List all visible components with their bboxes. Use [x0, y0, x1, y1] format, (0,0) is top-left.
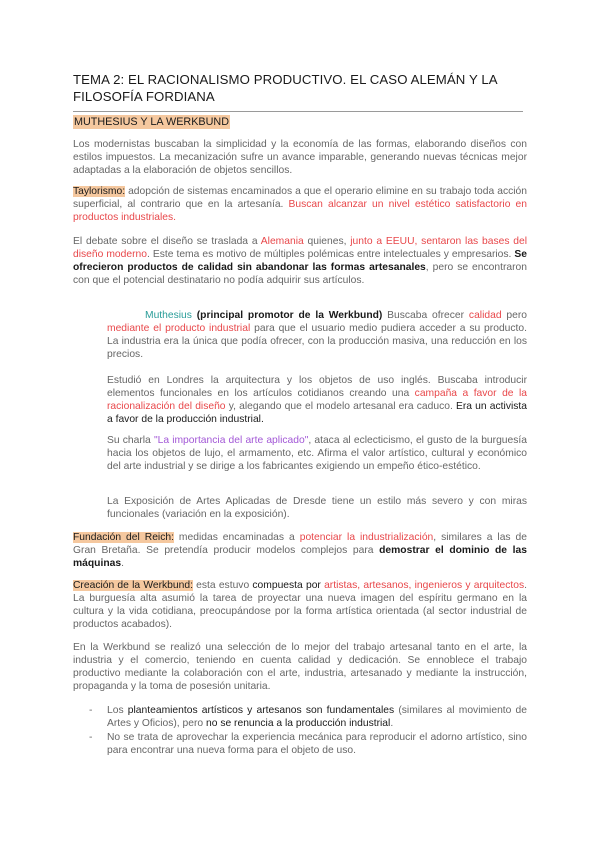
item1-text-a: Los — [107, 705, 128, 716]
werkbund-red: artistas, artesanos, ingenieros y arquitectos — [320, 580, 525, 591]
muthesius-name: Muthesius — [145, 310, 192, 321]
londres-dark: Era un activista a favor de la producción industrial. — [107, 400, 527, 425]
taylorismo-highlight: Buscan alcanzar un nivel estético satisfactorio en productos industriales. — [73, 198, 527, 223]
paragraph-charla — [107, 435, 527, 474]
muthesius-text-c: para que el usuario medio pudiera acceder a su producto. La industria era la única que podía ofrecer, con la producción masiva, una reducción en los precios. — [107, 322, 527, 360]
paragraph-debate — [73, 236, 527, 288]
title-divider — [73, 111, 523, 112]
muthesius-role: (principal promotor de la Werkbund) — [191, 310, 383, 321]
reich-bold: demostrar el dominio de las máquinas — [73, 544, 527, 569]
term-werkbund: Creación de la Werkbund: — [73, 580, 193, 591]
werkbund-text-a: esta estuvo — [192, 580, 253, 591]
reich-text-a: medidas encaminadas a — [173, 532, 300, 543]
muthesius-red-producto: mediante el producto industrial — [107, 322, 251, 334]
list-item — [89, 732, 527, 758]
item2-text: No se trata de aprovechar la experiencia mecánica para reproducir el adorno artístico, sino para encontrar una nueva forma para el objeto de uso. — [107, 731, 527, 756]
dash-marker: - — [89, 731, 93, 743]
debate-text-a: El debate sobre el diseño se traslada a — [73, 236, 261, 247]
list-item — [89, 705, 527, 731]
term-taylorismo: Taylorismo: — [73, 186, 126, 197]
paragraph-werkbund — [73, 580, 527, 632]
item1-text-b: (similares al movimiento de Artes y Oficios), pero — [107, 705, 528, 729]
werkbund-text-b: . La burguesía alta asumió la tarea de proyectar una nueva imagen del espíritu germano en la cultura y la vida cotidiana, preocupándose por la forma artística orientada (al sector industrial de productos acabados). — [73, 580, 527, 630]
paragraph-londres — [107, 375, 527, 427]
charla-title: "La importancia del arte aplicado" — [153, 435, 309, 446]
muthesius-text-a: Buscaba ofrecer — [382, 310, 469, 321]
reich-red: potenciar la industrialización — [299, 532, 434, 543]
debate-text-d: , pero se encontraron con que el potencial destinatario no podía adquirir sus artículos. — [73, 261, 527, 286]
paragraph-taylorismo — [73, 186, 527, 225]
reich-text-b: , similares a las de Gran Bretaña. Se pretendía producir modelos complejos para — [73, 532, 527, 556]
paragraph-dresde: La Exposición de Artes Aplicadas de Dresde tiene un estilo más severo y con miras funcionales (variación en la exposición). — [107, 496, 527, 520]
charla-text-b: , ataca al eclecticismo, el gusto de la burguesía hacia los objetos de lujo, el armamento, etc. Afirma el valor artístico, cultural y económico del arte industrial y se dirige a los fabricantes exigiendo un empeño ético-estético. — [107, 435, 527, 472]
werkbund-dark: compuesta por — [252, 580, 321, 591]
paragraph-modernistas: Los modernistas buscaban la simplicidad y la economía de las formas, elaborando diseños con estilos impuestos. La mecanización sufre un avance imparable, generando nuevas técnicas mejor adaptadas a la elaboración de objetos sencillos. — [73, 139, 527, 176]
page-title: TEMA 2: EL RACIONALISMO PRODUCTIVO. EL CASO ALEMÁN Y LA FILOSOFÍA FORDIANA — [73, 72, 497, 104]
debate-bold: Se ofrecieron productos de calidad sin abandonar las formas artesanales — [73, 248, 528, 273]
paragraph-muthesius — [107, 310, 527, 362]
paragraph-seleccion: En la Werkbund se realizó una selección de lo mejor del trabajo artesanal tanto en el arte, la industria y el comercio, teniendo en cuenta calidad y dedicación. Se ennoblece el trabajo productivo mediante la colaboración con el arte, industria, artesanado y mediante la instrucción, propaganda y la toma de posesión unitaria. — [73, 642, 527, 692]
section-heading: MUTHESIUS Y LA WERKBUND — [74, 116, 229, 128]
dash-marker: - — [89, 705, 93, 716]
debate-text-b: quienes, — [303, 236, 351, 247]
paragraph-reich — [73, 532, 527, 571]
item1-dark-2: no se renuncia a la producción industrial — [206, 717, 391, 729]
taylorismo-text: adopción de sistemas encaminados a que el operario elimine en su trabajo toda acción superficial, al contrario que en la artesanía. — [73, 186, 527, 210]
muthesius-text-b: pero — [501, 310, 527, 321]
item1-dark: planteamientos artísticos y artesanos son fundamentales — [127, 705, 395, 716]
bullet-list — [89, 705, 527, 759]
londres-text-a: Estudió en Londres la arquitectura y los objetos de uso inglés. Buscaba introducir elementos funcionales en los artículos cotidianos creando una — [107, 375, 527, 399]
debate-red-eeuu: junto a EEUU, sentaron las bases del diseño moderno — [73, 236, 528, 260]
londres-text-b: y, alegando que el modelo artesanal era caduco. — [225, 400, 456, 412]
term-reich: Fundación del Reich: — [73, 532, 174, 543]
debate-text-c: . Este tema es motivo de múltiples polémicas entre intelectuales y empresarios. — [147, 248, 515, 260]
item1-text-c: . — [390, 717, 394, 729]
charla-text-a: Su charla — [107, 435, 154, 446]
muthesius-red-calidad: calidad — [468, 310, 502, 321]
debate-red-alemania: Alemania — [260, 236, 304, 247]
reich-text-c: . — [121, 557, 124, 569]
londres-red: campaña a favor de la racionalización del diseño — [107, 387, 528, 412]
